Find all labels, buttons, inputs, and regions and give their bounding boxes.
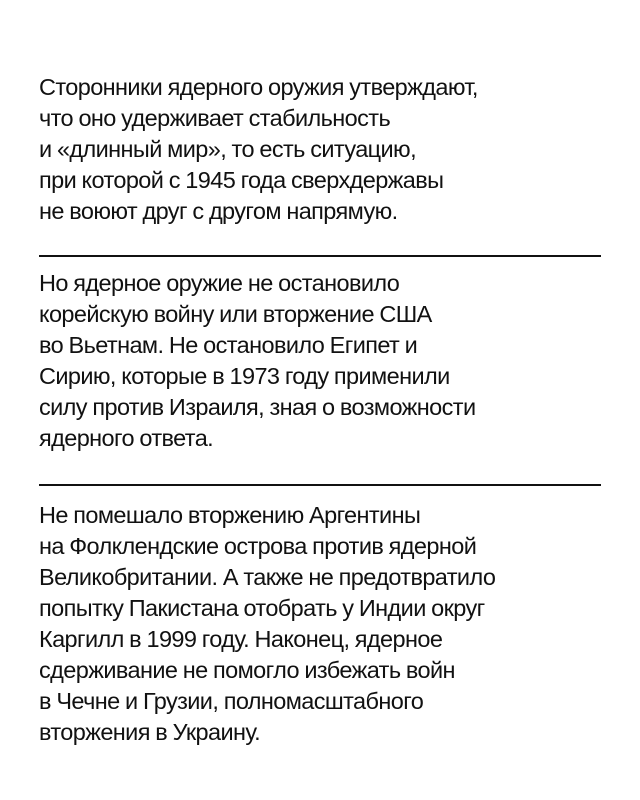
- paragraph-line: Не помешало вторжению Аргентины: [39, 502, 421, 528]
- paragraph-line: корейскую войну или вторжение США: [39, 301, 432, 327]
- paragraph-line: не воюют друг с другом напрямую.: [39, 198, 398, 224]
- paragraph-line: во Вьетнам. Не остановило Египет и: [39, 332, 418, 358]
- paragraph-line: и «длинный мир», то есть ситуацию,: [39, 136, 417, 162]
- paragraph-line: в Чечне и Грузии, полномасштабного: [39, 688, 424, 714]
- paragraph-line: Но ядерное оружие не остановило: [39, 270, 400, 296]
- paragraph-line: вторжения в Украину.: [39, 719, 261, 745]
- paragraph-line: силу против Израиля, зная о возможности: [39, 394, 476, 420]
- paragraph-line: на Фолклендские острова против ядерной: [39, 533, 477, 559]
- paragraph-line: при которой с 1945 года сверхдержавы: [39, 167, 444, 193]
- paragraph-line: Каргилл в 1999 году. Наконец, ядерное: [39, 626, 443, 652]
- paragraph-line: попытку Пакистана отобрать у Индии округ: [39, 595, 485, 621]
- paragraph-nuclear-deterrence-claim: [39, 72, 609, 227]
- paragraph-line: сдерживание не помогло избежать войн: [39, 657, 455, 683]
- section-divider: [39, 484, 601, 486]
- paragraph-line: Великобритании. А также не предотвратило: [39, 564, 496, 590]
- section-divider: [39, 255, 601, 257]
- paragraph-korea-vietnam-1973: [39, 268, 609, 454]
- paragraph-line: Сторонники ядерного оружия утверждают,: [39, 74, 478, 100]
- paragraph-falklands-kargil-ukraine: [39, 500, 609, 748]
- paragraph-line: Сирию, которые в 1973 году применили: [39, 363, 450, 389]
- paragraph-line: ядерного ответа.: [39, 425, 214, 451]
- paragraph-line: что оно удерживает стабильность: [39, 105, 391, 131]
